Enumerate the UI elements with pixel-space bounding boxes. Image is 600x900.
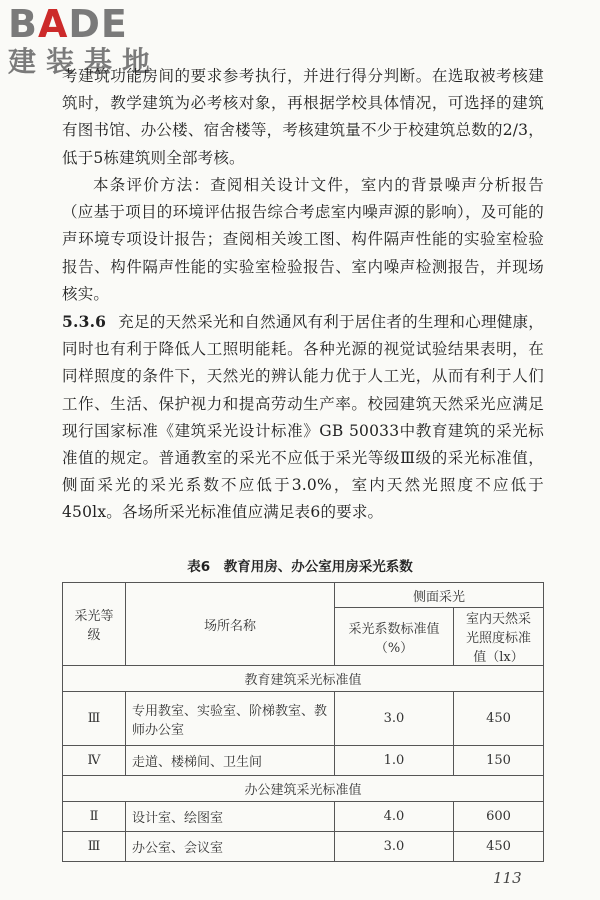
logo-subtitle: 建装基地	[8, 45, 161, 78]
table-caption: 表6 教育用房、办公室用房采光系数	[187, 559, 413, 575]
group-title: 办公建筑采光标准值	[63, 776, 544, 802]
cell-place: 设计室、绘图室	[126, 802, 335, 832]
cell-place: 办公室、会议室	[126, 832, 335, 862]
logo-letters-pre: B	[8, 2, 38, 46]
paragraph-text: 本条评价方法：查阅相关设计文件，室内的背景噪声分析报告（应基于项目的环境评估报告综合考虑室内噪声源的影响），及可能的声环境专项设计报告；查阅相关竣工图、构件隔声性能的实验室检验报告、构件隔声性能的实验室检验报告、室内噪声检测报告，并现场核实。	[62, 176, 544, 303]
paragraph-continued	[62, 63, 544, 172]
group-row	[63, 666, 544, 692]
table-row	[63, 832, 544, 862]
header-illuminance: 室内天然采光照度标准值（lx）	[454, 608, 544, 666]
section-number: 5.3.6	[62, 312, 107, 331]
section-text: 充足的天然采光和自然通风有利于居住者的生理和心理健康，同时也有利于降低人工照明能耗。各种光源的视觉试验结果表明，在同样照度的条件下，天然光的辨认能力优于人工光，从而有利于人们工作、生活、保护视力和提高劳动生产率。校园建筑天然采光应满足现行国家标准《建筑采光设计标准》GB 50033中教育建筑的采光标准值的规定。普通教室的采光不应低于采光等级Ⅲ级的采光标准值，侧面采光的采光系数不应低于3.0%，室内天然光照度不应低于450lx。各场所采光标准值应满足表6的要求。	[62, 313, 544, 522]
cell-level: Ⅱ	[63, 802, 126, 832]
cell-place: 专用教室、实验室、阶梯教室、教师办公室	[126, 692, 335, 746]
cell-place: 走道、楼梯间、卫生间	[126, 746, 335, 776]
paragraph-evaluation	[62, 172, 544, 308]
page-number: 113	[493, 869, 522, 887]
header-level: 采光等级	[63, 583, 126, 666]
paragraph-text: 考建筑功能房间的要求参考执行，并进行得分判断。在选取被考核建筑时，教学建筑为必考核对象，再根据学校具体情况，可选择的建筑有图书馆、办公楼、宿舍楼等，考核建筑量不少于校建筑总数的2/3，低于5栋建筑则全部考核。	[62, 67, 544, 167]
header-coefficient: 采光系数标准值（%）	[335, 608, 454, 666]
daylight-table	[62, 582, 544, 862]
header-place: 场所名称	[126, 583, 335, 666]
cell-coefficient: 3.0	[335, 692, 454, 746]
cell-illuminance: 600	[454, 802, 544, 832]
section-5-3-6	[62, 308, 544, 527]
table-row	[63, 692, 544, 746]
group-title: 教育建筑采光标准值	[63, 666, 544, 692]
cell-illuminance: 450	[454, 692, 544, 746]
table-header-row	[63, 583, 544, 608]
logo-wordmark	[8, 4, 160, 44]
cell-coefficient: 4.0	[335, 802, 454, 832]
cell-coefficient: 1.0	[335, 746, 454, 776]
cell-level: Ⅳ	[63, 746, 126, 776]
header-side-lighting: 侧面采光	[335, 583, 544, 608]
table-row	[63, 746, 544, 776]
group-row	[63, 776, 544, 802]
cell-illuminance: 150	[454, 746, 544, 776]
cell-coefficient: 3.0	[335, 832, 454, 862]
table-row	[63, 802, 544, 832]
logo-letter-accent: A	[37, 2, 69, 46]
cell-level: Ⅲ	[63, 692, 126, 746]
logo-letters-post: DE	[68, 2, 128, 46]
cell-illuminance: 450	[454, 832, 544, 862]
cell-level: Ⅲ	[63, 832, 126, 862]
